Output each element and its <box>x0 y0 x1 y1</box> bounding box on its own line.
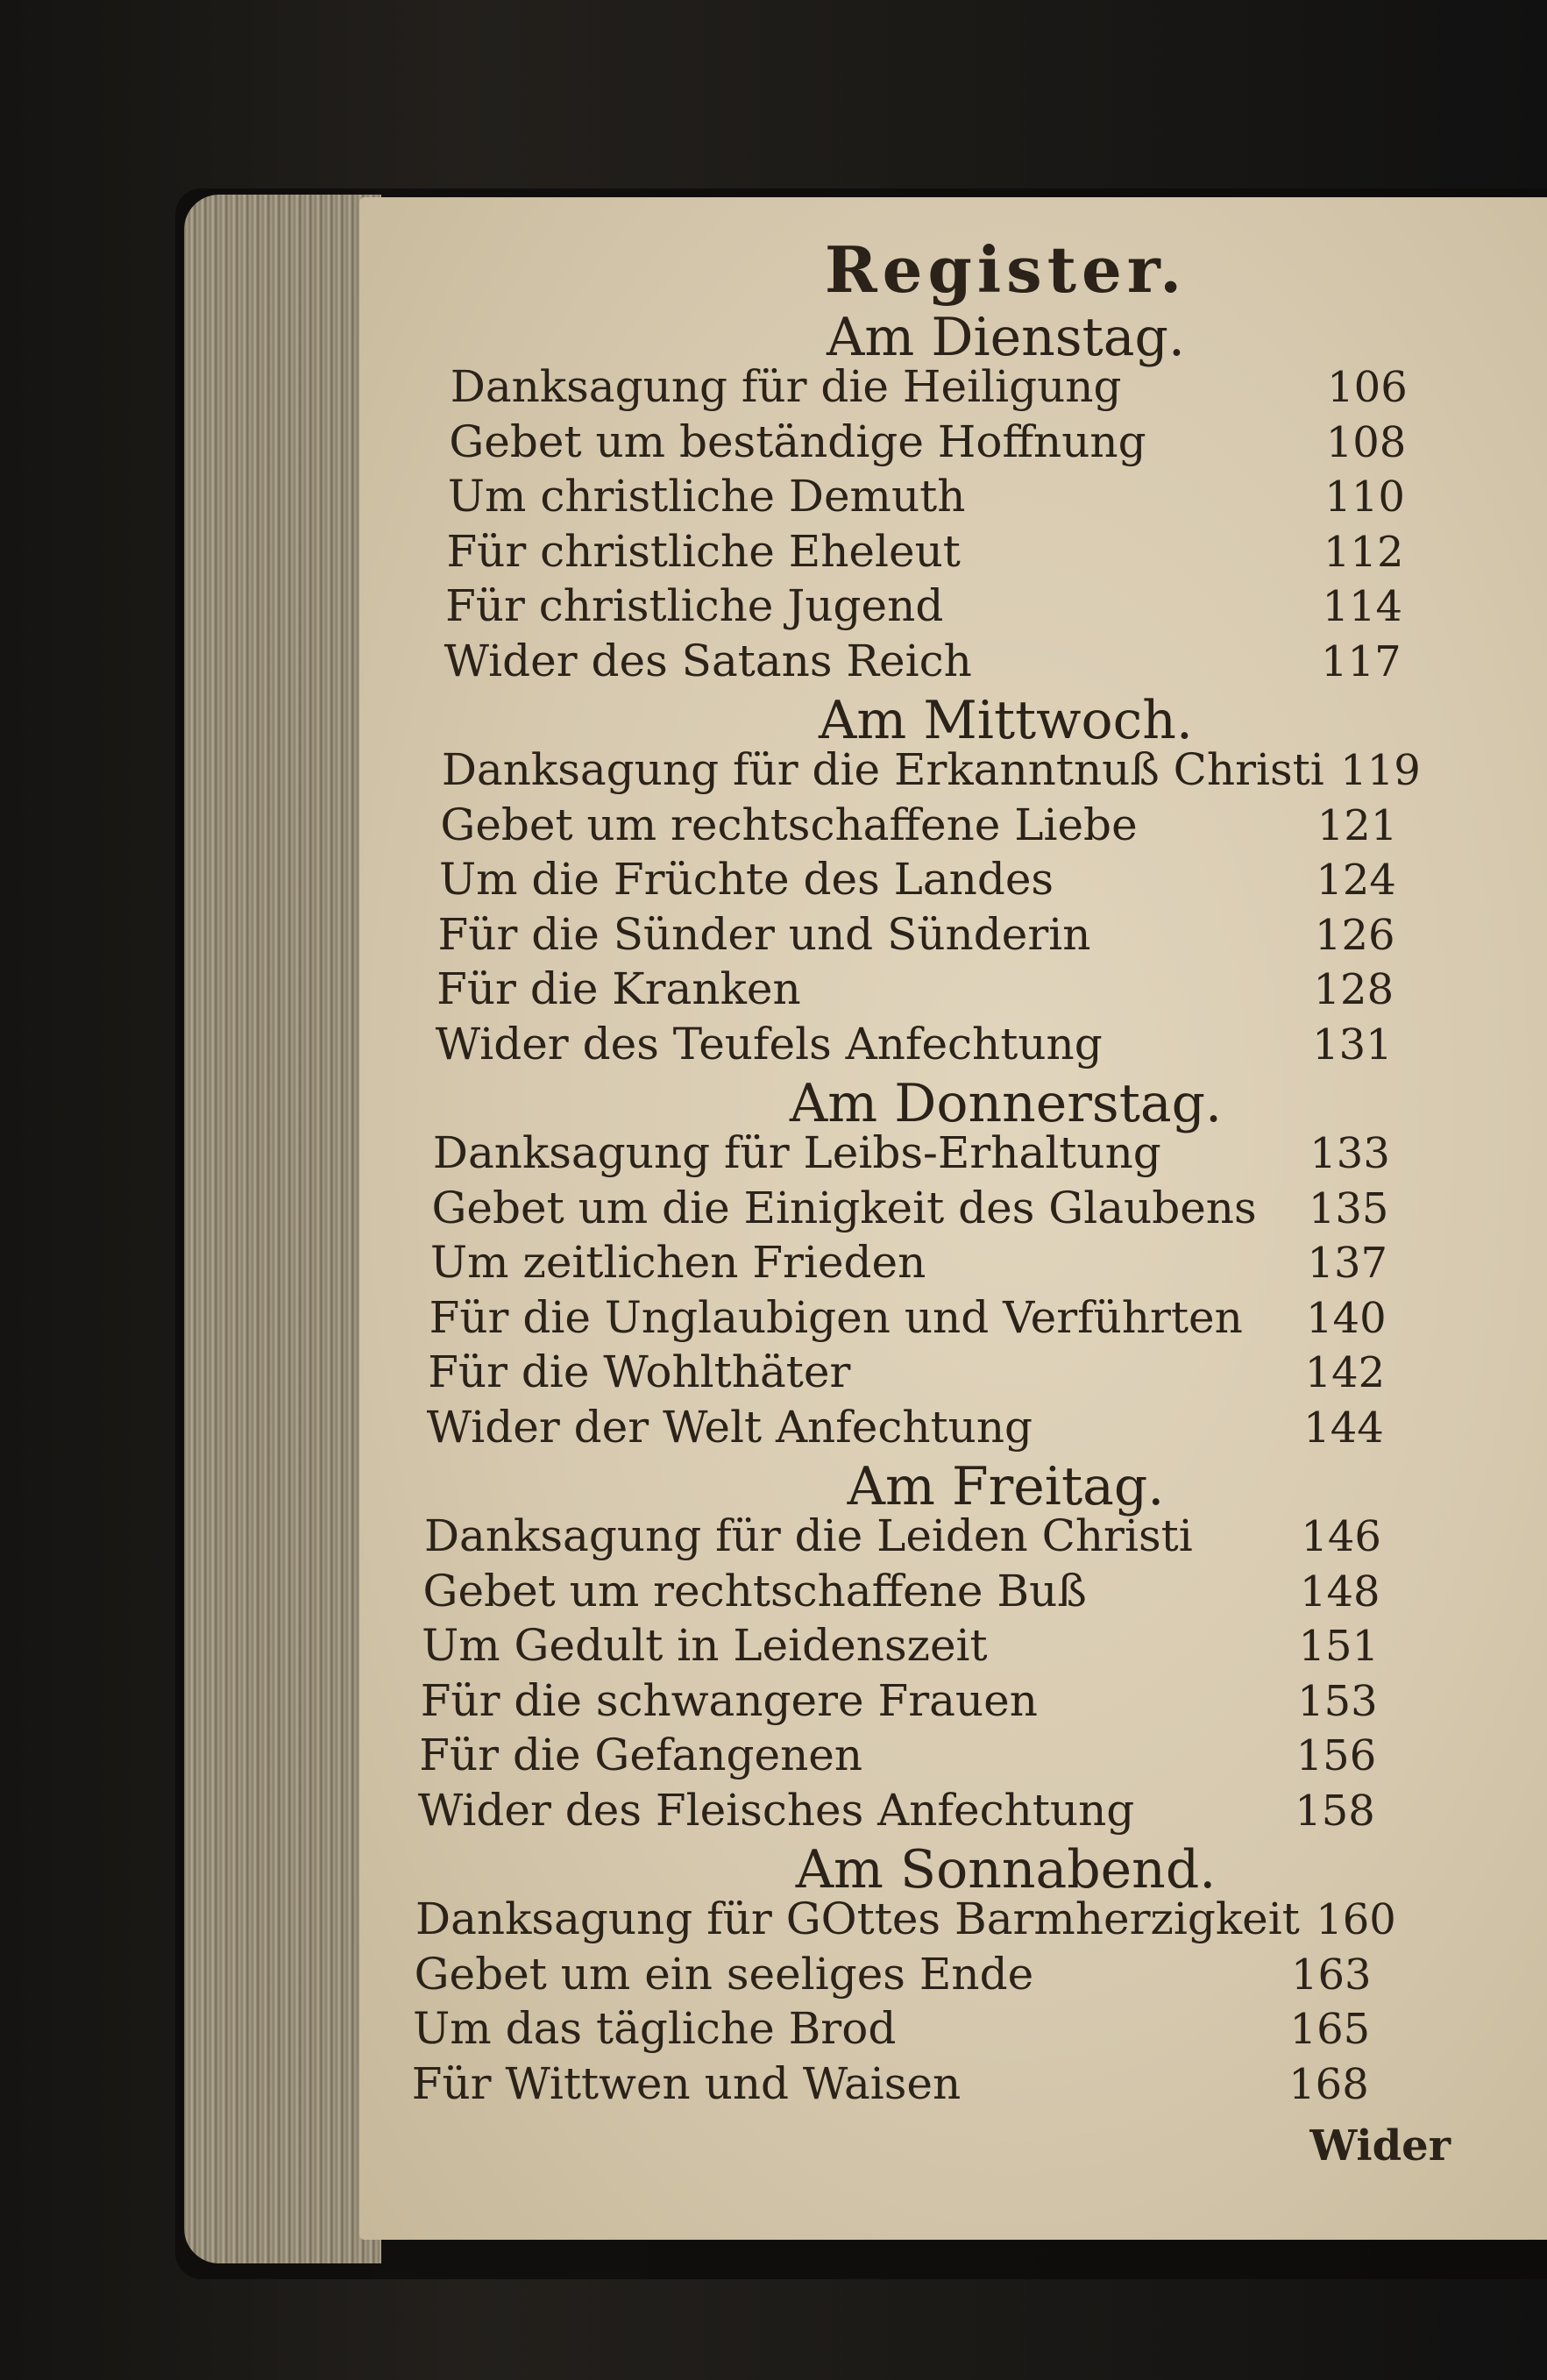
entry-title: Für die Gefangenen <box>419 1730 863 1780</box>
entry-title: Gebet um ein seeliges Ende <box>414 1948 1034 2000</box>
day-heading: Am Mittwoch. <box>819 690 1193 751</box>
page-edges <box>184 195 381 2263</box>
entry-page-number: 119 <box>1340 746 1421 795</box>
entry-page-number: 142 <box>1304 1348 1386 1397</box>
day-heading: Am Sonnabend. <box>795 1839 1217 1900</box>
entry-title: Gebet um die Einigkeit des Glaubens <box>431 1182 1257 1233</box>
entry-page-number: 128 <box>1313 965 1394 1014</box>
entry-page-number: 112 <box>1323 527 1404 577</box>
entry-page-number: 135 <box>1308 1183 1389 1233</box>
register-entry <box>413 2003 1370 2057</box>
register-entry <box>438 909 1395 963</box>
day-heading: Am Freitag. <box>847 1456 1165 1517</box>
register-entry <box>449 416 1406 471</box>
register-entry <box>441 744 1421 799</box>
entry-title: Danksagung für die Leiden Christi <box>423 1510 1193 1561</box>
register-entry <box>446 526 1403 580</box>
page-content <box>359 197 1547 2240</box>
entry-title: Für die Kranken <box>436 963 801 1014</box>
entry-title: Für die schwangere Frauen <box>420 1674 1038 1726</box>
entry-page-number: 133 <box>1309 1129 1390 1178</box>
entry-title: Danksagung für die Heiligung <box>450 361 1122 412</box>
register-entry <box>444 636 1402 690</box>
entry-title: Wider des Satans Reich <box>444 635 972 686</box>
entry-title: Um die Früchte des Landes <box>438 854 1054 905</box>
entry-page-number: 114 <box>1322 582 1403 631</box>
register-entry <box>440 799 1397 854</box>
register-entry <box>445 580 1402 635</box>
register-entry <box>412 2058 1369 2113</box>
entry-title: Gebet um rechtschaffene Buß <box>422 1565 1087 1616</box>
entry-page-number: 121 <box>1316 800 1398 850</box>
register-entry <box>418 1785 1375 1839</box>
entry-page-number: 148 <box>1299 1567 1380 1616</box>
entry-page-number: 153 <box>1297 1676 1378 1726</box>
entry-page-number: 168 <box>1288 2059 1369 2109</box>
catchword: Wider <box>1309 2121 1451 2170</box>
entry-title: Danksagung für GOttes Barmherzigkeit <box>415 1893 1300 1944</box>
book-page <box>359 197 1547 2240</box>
entry-page-number: 146 <box>1301 1512 1381 1561</box>
page-title: Register. <box>824 232 1188 307</box>
register-entry <box>448 471 1405 525</box>
entry-title: Um zeitlichen Frieden <box>430 1237 926 1288</box>
register-entry <box>423 1566 1380 1620</box>
entry-page-number: 151 <box>1298 1622 1380 1671</box>
entry-title: Um christliche Demuth <box>447 471 966 522</box>
register-entry <box>415 1949 1372 2003</box>
entry-title: Wider des Fleisches Anfechtung <box>417 1784 1135 1836</box>
entry-title: Danksagung für die Erkanntnuß Christi <box>441 744 1324 795</box>
register-entry <box>431 1183 1388 1237</box>
entry-page-number: 158 <box>1295 1786 1375 1836</box>
register-entry <box>433 1127 1390 1182</box>
entry-title: Wider des Teufels Anfechtung <box>435 1018 1103 1069</box>
entry-title: Wider der Welt Anfechtung <box>426 1401 1033 1453</box>
entry-page-number: 140 <box>1306 1293 1387 1343</box>
entry-page-number: 137 <box>1307 1239 1388 1288</box>
entry-page-number: 108 <box>1325 417 1407 467</box>
register-entry <box>419 1730 1376 1784</box>
register-entry <box>439 854 1396 908</box>
entry-title: Für christliche Jugend <box>445 580 944 631</box>
entry-page-number: 144 <box>1303 1403 1384 1453</box>
register-entry <box>422 1620 1379 1674</box>
entry-title: Um das tägliche Brod <box>413 2003 897 2054</box>
entry-page-number: 156 <box>1295 1731 1377 1780</box>
day-heading: Am Dienstag. <box>827 307 1185 368</box>
entry-page-number: 117 <box>1321 636 1402 686</box>
entry-title: Für die Sünder und Sünderin <box>437 908 1091 960</box>
entry-title: Für Wittwen und Waisen <box>411 2057 962 2109</box>
entry-title: Gebet um rechtschaffene Liebe <box>440 799 1138 850</box>
entry-title: Danksagung für Leibs-Erhaltung <box>432 1127 1161 1178</box>
register-entry <box>428 1346 1385 1401</box>
entry-page-number: 126 <box>1314 910 1395 960</box>
register-entry <box>436 963 1394 1018</box>
entry-title: Für die Unglaubigen und Verführten <box>429 1291 1243 1343</box>
register-entry <box>424 1510 1381 1565</box>
entry-page-number: 131 <box>1312 1019 1393 1069</box>
entry-page-number: 160 <box>1316 1895 1396 1944</box>
entry-title: Um Gedult in Leidenszeit <box>422 1620 988 1671</box>
entry-title: Gebet um beständige Hoffnung <box>449 416 1146 467</box>
entry-page-number: 163 <box>1290 1950 1372 2000</box>
register-entry <box>427 1402 1384 1456</box>
register-entry <box>436 1019 1393 1073</box>
entry-page-number: 165 <box>1289 2005 1371 2054</box>
day-heading: Am Donnerstag. <box>789 1073 1223 1134</box>
entry-page-number: 124 <box>1316 856 1396 905</box>
entry-page-number: 106 <box>1327 363 1408 412</box>
register-entry <box>429 1292 1387 1346</box>
entry-page-number: 110 <box>1324 472 1405 522</box>
register-entry <box>430 1237 1387 1291</box>
entry-title: Für christliche Eheleut <box>446 525 961 577</box>
register-entry <box>421 1675 1378 1730</box>
register-entry <box>451 361 1408 416</box>
entry-title: Für die Wohlthäter <box>428 1346 851 1397</box>
register-entry <box>415 1893 1396 1948</box>
